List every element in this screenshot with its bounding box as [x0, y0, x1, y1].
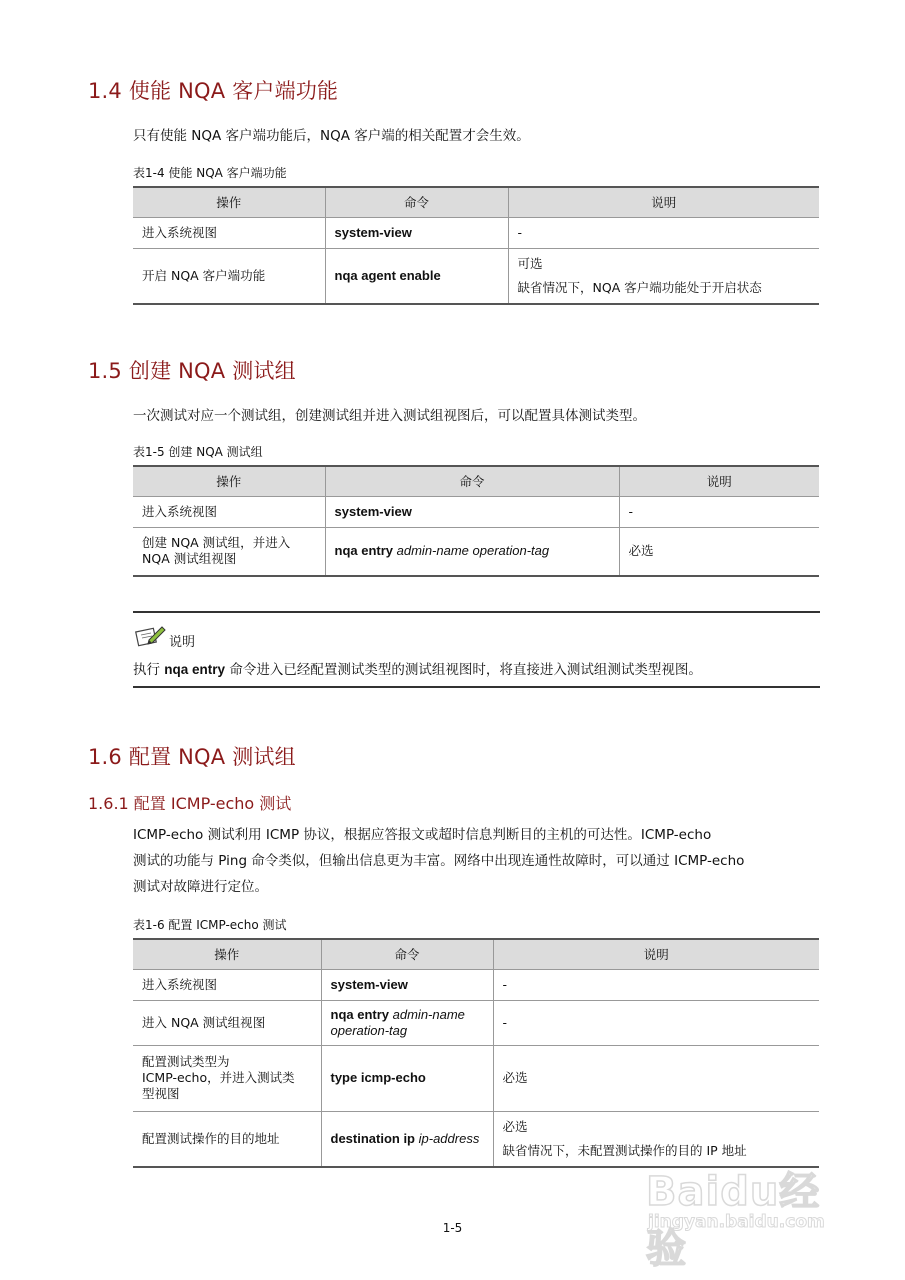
operation-line: 创建 NQA 测试组，并进入	[142, 535, 291, 551]
cell-command	[321, 969, 493, 1000]
cell-command	[321, 1111, 493, 1167]
table-1-5-caption: 表1-5 创建 NQA 测试组	[133, 445, 263, 459]
table-row	[133, 1000, 819, 1045]
table-1-6	[133, 938, 819, 1168]
cell-operation: 进入系统视图	[133, 969, 321, 1000]
watermark-url: jingyan.baidu.com	[648, 1212, 825, 1232]
cell-command	[325, 217, 508, 248]
header-operation: 操作	[133, 939, 321, 969]
command-keyword: type icmp-echo	[330, 1070, 426, 1085]
table-header-row	[133, 939, 819, 969]
section-heading-1-6: 1.6 配置 NQA 测试组	[88, 745, 296, 769]
baidu-jingyan-watermark	[640, 1160, 860, 1272]
paragraph-line: ICMP-echo 测试利用 ICMP 协议，根据应答报文或超时信息判断目的主机的可达性。ICMP-echo	[133, 827, 712, 843]
cell-command	[325, 248, 508, 304]
cell-description: -	[619, 496, 819, 527]
paragraph-line: 测试的功能与 Ping 命令类似，但输出信息更为丰富。网络中出现连通性故障时，可以通过 ICMP-echo	[133, 853, 745, 869]
cell-command	[325, 527, 619, 576]
description-line: 缺省情况下，NQA 客户端功能处于开启状态	[517, 279, 762, 295]
cell-operation: 进入系统视图	[133, 496, 325, 527]
table-1-4-caption: 表1-4 使能 NQA 客户端功能	[133, 166, 287, 180]
command-keyword: nqa entry	[334, 543, 394, 559]
section-1-4-intro: 只有使能 NQA 客户端功能后，NQA 客户端的相关配置才会生效。	[133, 128, 530, 144]
header-operation: 操作	[133, 466, 325, 496]
note-text	[133, 658, 702, 678]
command-argument: admin-name	[392, 1006, 465, 1022]
table-row	[133, 1111, 819, 1167]
table-header-row	[133, 187, 819, 217]
cell-operation	[133, 527, 325, 576]
operation-line: 配置测试类型为	[142, 1054, 230, 1069]
note-box	[133, 611, 820, 688]
cell-description	[508, 248, 819, 304]
description-line: 必选	[502, 1118, 528, 1134]
header-operation: 操作	[133, 187, 325, 217]
cell-command	[321, 1045, 493, 1111]
watermark-logo: Baidu经验	[646, 1169, 821, 1272]
description-line: 缺省情况下，未配置测试操作的目的 IP 地址	[502, 1142, 747, 1158]
command-keyword: nqa agent enable	[334, 267, 441, 283]
cell-description: 必选	[493, 1045, 819, 1111]
note-command: nqa entry	[164, 662, 226, 677]
paragraph-line: 测试对故障进行定位。	[133, 879, 268, 895]
section-heading-1-5: 1.5 创建 NQA 测试组	[88, 359, 296, 383]
table-1-5	[133, 465, 819, 577]
cell-operation: 进入 NQA 测试组视图	[133, 1000, 321, 1045]
cell-command	[321, 1000, 493, 1045]
command-keyword: system-view	[334, 224, 412, 240]
table-row	[133, 527, 819, 576]
cell-description	[493, 1111, 819, 1167]
header-command: 命令	[325, 187, 508, 217]
note-title: 说明	[169, 635, 196, 650]
table-row	[133, 969, 819, 1000]
section-1-6-1-paragraph	[133, 822, 819, 900]
table-1-4	[133, 186, 819, 305]
cell-operation: 开启 NQA 客户端功能	[133, 248, 325, 304]
command-argument: ip-address	[418, 1130, 480, 1146]
table-header-row	[133, 466, 819, 496]
header-command: 命令	[325, 466, 619, 496]
header-description: 说明	[493, 939, 819, 969]
cell-command	[325, 496, 619, 527]
pencil-note-icon	[135, 623, 167, 647]
section-heading-1-6-1: 1.6.1 配置 ICMP-echo 测试	[88, 794, 292, 813]
header-description: 说明	[508, 187, 819, 217]
command-keyword: nqa entry	[330, 1006, 390, 1022]
cell-description: 必选	[619, 527, 819, 576]
operation-line: NQA 测试组视图	[142, 551, 237, 567]
header-command: 命令	[321, 939, 493, 969]
section-heading-1-4: 1.4 使能 NQA 客户端功能	[88, 79, 339, 103]
note-text-before: 执行	[133, 662, 165, 678]
table-row	[133, 217, 819, 248]
operation-line: ICMP-echo，并进入测试类	[142, 1070, 295, 1085]
cell-operation: 配置测试操作的目的地址	[133, 1111, 321, 1167]
section-1-5-intro: 一次测试对应一个测试组，创建测试组并进入测试组视图后，可以配置具体测试类型。	[133, 408, 646, 424]
table-row	[133, 496, 819, 527]
command-keyword: system-view	[330, 976, 408, 992]
description-line: 可选	[517, 255, 543, 271]
header-description: 说明	[619, 466, 819, 496]
cell-operation: 进入系统视图	[133, 217, 325, 248]
command-argument: operation-tag	[330, 1022, 408, 1038]
cell-description: -	[508, 217, 819, 248]
cell-description: -	[493, 969, 819, 1000]
table-row	[133, 1045, 819, 1111]
operation-line: 型视图	[142, 1086, 180, 1101]
table-1-6-caption: 表1-6 配置 ICMP-echo 测试	[133, 918, 287, 932]
command-keyword: destination ip	[330, 1130, 415, 1146]
table-row	[133, 248, 819, 304]
note-text-after: 命令进入已经配置测试类型的测试组视图时，将直接进入测试组测试类型视图。	[225, 662, 702, 678]
cell-operation	[133, 1045, 321, 1111]
cell-description: -	[493, 1000, 819, 1045]
page-number: 1-5	[442, 1221, 463, 1235]
command-keyword: system-view	[334, 503, 412, 519]
command-argument: admin-name operation-tag	[396, 543, 550, 559]
